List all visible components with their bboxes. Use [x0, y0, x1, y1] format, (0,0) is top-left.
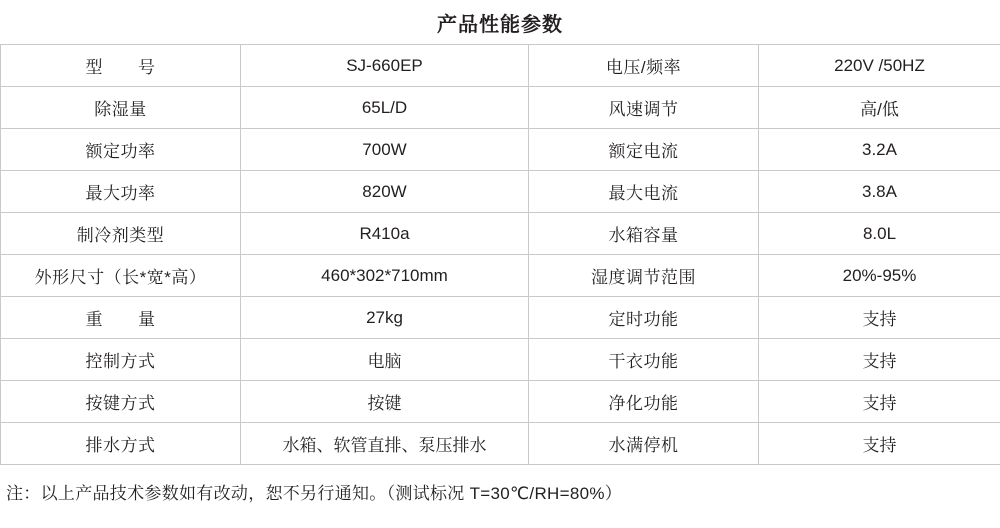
row-value-weight: 27kg	[241, 297, 529, 339]
row-label-rated-power: 额定功率	[1, 129, 241, 171]
row-label-purification-function: 净化功能	[529, 381, 759, 423]
row-value-button-type: 按键	[241, 381, 529, 423]
row-value-model: SJ-660EP	[241, 45, 529, 87]
row-label-humidity-range: 湿度调节范围	[529, 255, 759, 297]
table-row	[1, 213, 1000, 255]
row-value-full-water-stop: 支持	[759, 423, 1000, 465]
table-row	[1, 423, 1000, 465]
row-value-fan-speed: 高/低	[759, 87, 1000, 129]
row-label-max-current: 最大电流	[529, 171, 759, 213]
footnote: 注：以上产品技术参数如有改动，恕不另行通知。（测试标况 T=30℃/RH=80%）	[6, 484, 623, 503]
row-value-refrigerant-type: R410a	[241, 213, 529, 255]
row-value-rated-current: 3.2A	[759, 129, 1000, 171]
row-value-timer-function: 支持	[759, 297, 1000, 339]
row-value-max-current: 3.8A	[759, 171, 1000, 213]
row-value-rated-power: 700W	[241, 129, 529, 171]
row-value-drying-function: 支持	[759, 339, 1000, 381]
row-value-purification-function: 支持	[759, 381, 1000, 423]
row-value-tank-capacity: 8.0L	[759, 213, 1000, 255]
row-label-rated-current: 额定电流	[529, 129, 759, 171]
row-label-full-water-stop: 水满停机	[529, 423, 759, 465]
row-label-max-power: 最大功率	[1, 171, 241, 213]
row-label-weight: 重 量	[1, 297, 241, 339]
table-row	[1, 45, 1000, 87]
row-label-button-type: 按键方式	[1, 381, 241, 423]
table-row	[1, 339, 1000, 381]
row-value-humidity-range: 20%-95%	[759, 255, 1000, 297]
specification-table	[0, 44, 1000, 465]
row-value-drainage-mode: 水箱、软管直排、泵压排水	[241, 423, 529, 465]
row-label-drainage-mode: 排水方式	[1, 423, 241, 465]
row-label-dimensions: 外形尺寸（长*宽*高）	[1, 255, 241, 297]
row-label-control-mode: 控制方式	[1, 339, 241, 381]
table-row	[1, 87, 1000, 129]
row-value-max-power: 820W	[241, 171, 529, 213]
row-label-drying-function: 干衣功能	[529, 339, 759, 381]
row-label-tank-capacity: 水箱容量	[529, 213, 759, 255]
row-value-control-mode: 电脑	[241, 339, 529, 381]
table-row	[1, 381, 1000, 423]
row-value-dimensions: 460*302*710mm	[241, 255, 529, 297]
row-label-voltage-frequency: 电压/频率	[529, 45, 759, 87]
row-label-timer-function: 定时功能	[529, 297, 759, 339]
row-label-fan-speed: 风速调节	[529, 87, 759, 129]
row-label-dehumidification: 除湿量	[1, 87, 241, 129]
table-row	[1, 171, 1000, 213]
row-label-refrigerant-type: 制冷剂类型	[1, 213, 241, 255]
table-row	[1, 129, 1000, 171]
row-label-model: 型 号	[1, 45, 241, 87]
table-row	[1, 297, 1000, 339]
table-row	[1, 255, 1000, 297]
row-value-dehumidification: 65L/D	[241, 87, 529, 129]
page-title: 产品性能参数	[437, 13, 563, 36]
row-value-voltage-frequency: 220V /50HZ	[759, 45, 1000, 87]
